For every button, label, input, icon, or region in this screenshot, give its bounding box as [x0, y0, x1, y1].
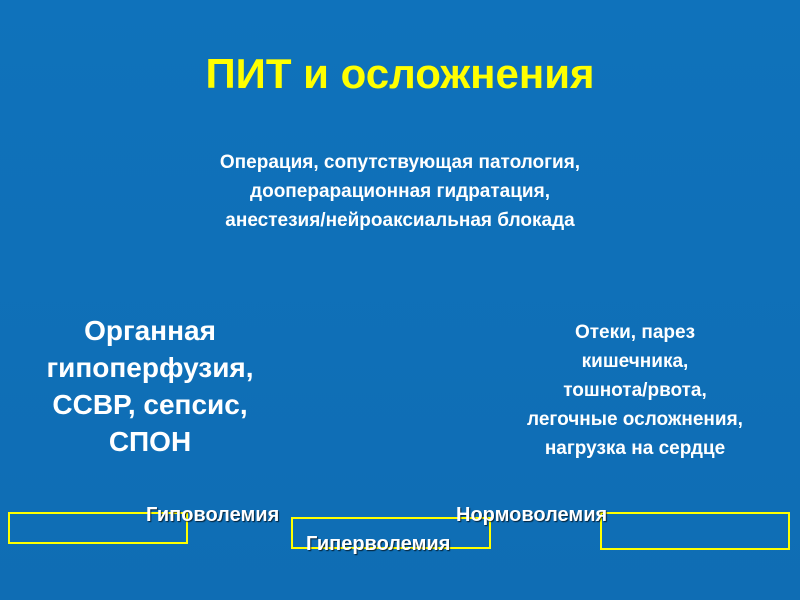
left-outcome-line: СПОН [108, 426, 192, 457]
subtitle-line: дооперарационная гидратация, [250, 181, 550, 202]
subtitle-block [100, 148, 700, 235]
slide-title: ПИТ и осложнения [205, 50, 595, 97]
right-outcome-line: кишечника, [581, 351, 689, 372]
hypovolemia-label: Гиповолемия [146, 504, 280, 526]
normovolemia-label: Нормоволемия [456, 504, 608, 526]
right-outcome-line: легочные осложнения, [527, 409, 743, 430]
normovolemia-box [600, 512, 790, 550]
left-outcome-line: гипоперфузия, [46, 352, 254, 383]
left-outcome-line: Органная [84, 315, 216, 346]
right-outcome-line: нагрузка на сердце [544, 438, 726, 459]
left-outcome-block [0, 312, 300, 460]
left-outcome-line: ССВР, сепсис, [52, 389, 248, 420]
hypervolemia-label: Гиперволемия [306, 533, 451, 555]
subtitle-line: Операция, сопутствующая патология, [219, 152, 581, 173]
subtitle-line: анестезия/нейроаксиальная блокада [225, 210, 575, 231]
right-outcome-line: Отеки, парез [574, 322, 696, 343]
right-outcome-line: тошнота/рвота, [563, 380, 707, 401]
right-outcome-block [470, 318, 800, 463]
